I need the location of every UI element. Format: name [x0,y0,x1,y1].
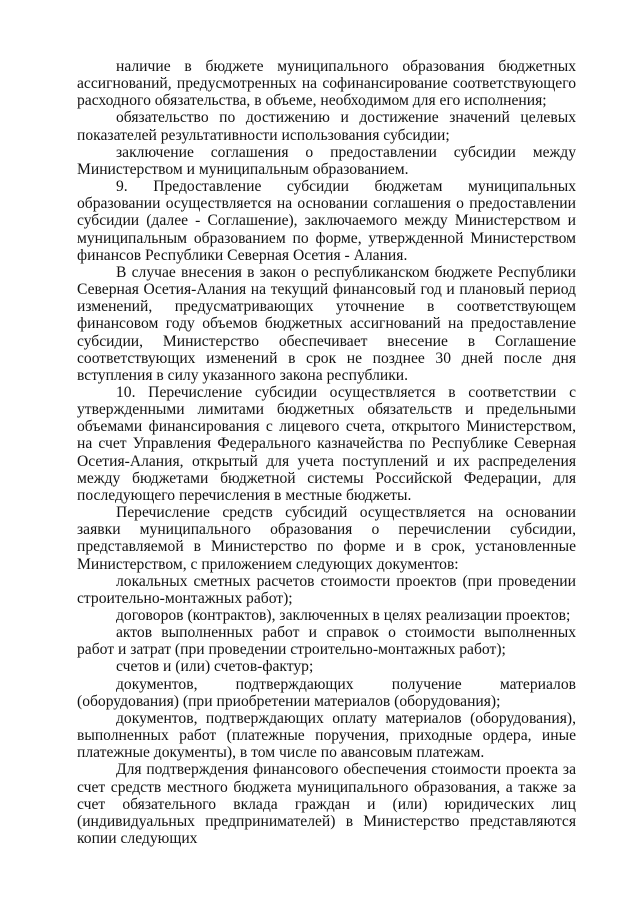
paragraph-13: документов, подтверждающих оплату материалов (оборудования), выполненных работ (платежные поручения, приходные ордера, иные платежные документы), в том числе по авансовым платежам. [77,709,576,762]
paragraph-2: обязательство по достижению и достижение значений целевых показателей результативности использования субсидии; [77,109,576,144]
paragraph-7: Перечисление средств субсидий осуществляется на основании заявки муниципального образования о перечислении субсидии, представляемой в Министерство по форме и в срок, установленные Министерством, с приложением следующих документов: [77,504,576,573]
paragraph-10: актов выполненных работ и справок о стоимости выполненных работ и затрат (при проведении строительно-монтажных работ); [77,624,576,659]
paragraph-14: Для подтверждения финансового обеспечения стоимости проекта за счет средств местного бюджета муниципального образования, а также за счет обязательного вклада граждан и (или) юридических лиц (индивидуальных предпринимателей) в Министерство представляются копии следующих [77,761,576,848]
paragraph-4: 9. Предоставление субсидии бюджетам муниципальных образовании осуществляется на основании соглашения о предоставлении субсидии (далее - Соглашение), заключаемого между Министерством и муниципальным образованием по форме, утвержденной Министерством финансов Республики Северная Осетия - Алания. [77,178,576,264]
paragraph-9: договоров (контрактов), заключенных в целях реализации проектов; [116,607,571,624]
paragraph-3: заключение соглашения о предоставлении субсидии между Министерством и муниципальным образованием. [77,143,576,178]
paragraph-1: наличие в бюджете муниципального образования бюджетных ассигнований, предусмотренных на софинансирование соответствующего расходного обязательства, в объеме, необходимом для его исполнения; [77,58,576,110]
paragraph-5: В случае внесения в закон о республиканском бюджете Республики Северная Осетия-Алания на текущий финансовый год и плановый период изменений, предусматривающих уточнение в соответствующем финансовом году объемов бюджетных ассигнований на предоставление субсидии, Министерство обеспечивает внесение в Соглашение соответствующих изменений в срок не позднее 30 дней после дня вступления в силу указанного закона республики. [77,263,576,384]
paragraph-8: локальных сметных расчетов стоимости проектов (при проведении строительно-монтажных работ); [77,572,576,607]
paragraph-6: 10. Перечисление субсидии осуществляется в соответствии с утвержденными лимитами бюджетных обязательств и предельными объемами финансирования с лицевого счета, открытого Министерством, на счет Управления Федерального казначейства по Республике Северная Осетия-Алания, открытый для учета поступлений и их распределения между бюджетами бюджетной системы Российской Федерации, для последующего перечисления в местные бюджеты. [77,383,576,504]
paragraph-11: счетов и (или) счетов-фактур; [116,658,314,676]
paragraph-12: документов, подтверждающих получение материалов (оборудования) (при приобретении материалов (оборудования); [77,675,576,710]
